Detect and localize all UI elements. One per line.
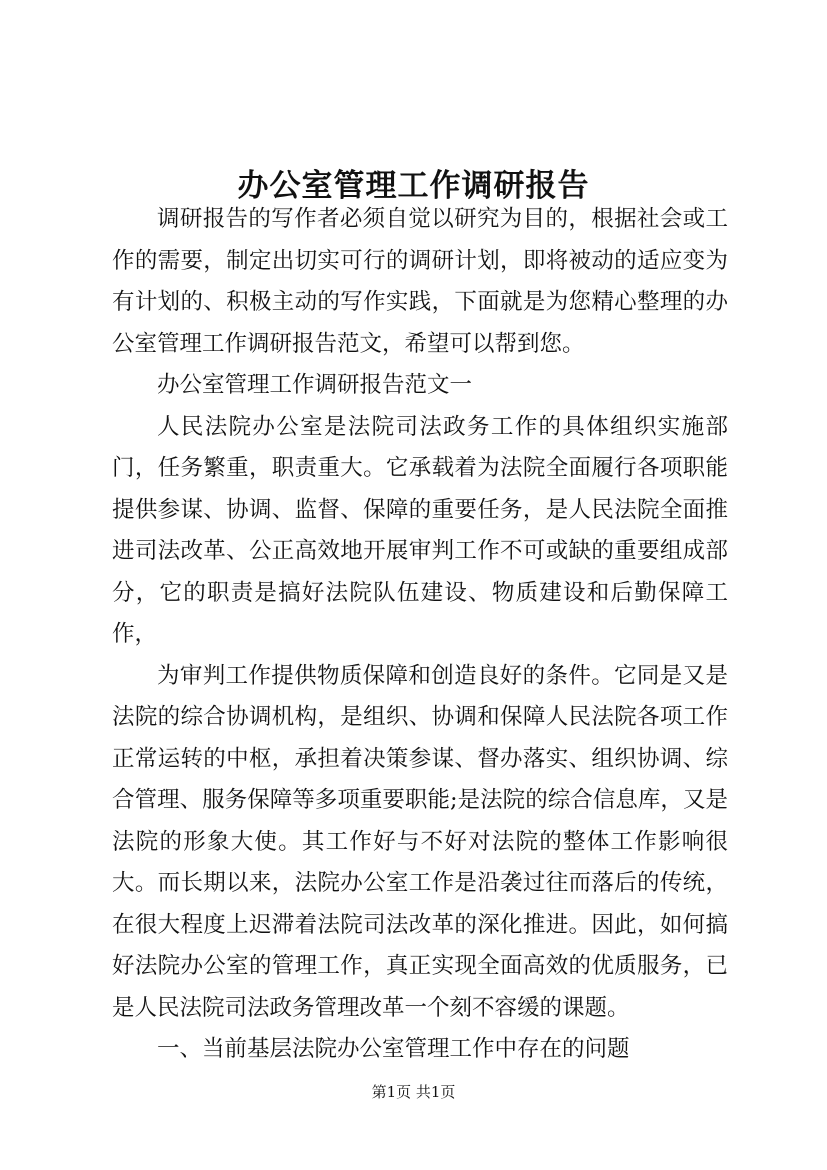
intro-paragraph: 调研报告的写作者必须自觉以研究为目的，根据社会或工作的需要，制定出切实可行的调研计划，即将被动的适应变为有计划的、积极主动的写作实践，下面就是为您精心整理的办公室管理工作调研报告范文，希望可以帮到您。	[112, 206, 728, 357]
section-heading-problems: 一、当前基层法院办公室管理工作中存在的问题	[157, 1036, 630, 1062]
body-paragraph: 为审判工作提供物质保障和创造良好的条件。它同是又是法院的综合协调机构，是组织、协调和保障人民法院各项工作正常运转的中枢，承担着决策参谋、督办落实、组织协调、综合管理、服务保障等多项重要职能;是法院的综合信息库，又是法院的形象大使。其工作好与不好对法院的整体工作影响很大。而长期以来，法院办公室工作是沿袭过往而落后的传统，在很大程度上迟滞着法院司法改革的深化推进。因此，如何搞好法院办公室的管理工作，真正实现全面高效的优质服务，已是人民法院司法政务管理改革一个刻不容缓的课题。	[112, 662, 728, 1021]
body-paragraph: 人民法院办公室是法院司法政务工作的具体组织实施部门，任务繁重，职责重大。它承载着为法院全面履行各项职能提供参谋、协调、监督、保障的重要任务，是人民法院全面推进司法改革、公正高效地开展审判工作不可或缺的重要组成部分，它的职责是搞好法院队伍建设、物质建设和后勤保障工作，	[112, 413, 728, 647]
document-title: 办公室管理工作调研报告	[237, 167, 590, 204]
section-heading-sample-one: 办公室管理工作调研报告范文一	[157, 372, 473, 398]
page-footer: 第1页 共1页	[371, 1083, 456, 1101]
document-body	[112, 199, 728, 1071]
